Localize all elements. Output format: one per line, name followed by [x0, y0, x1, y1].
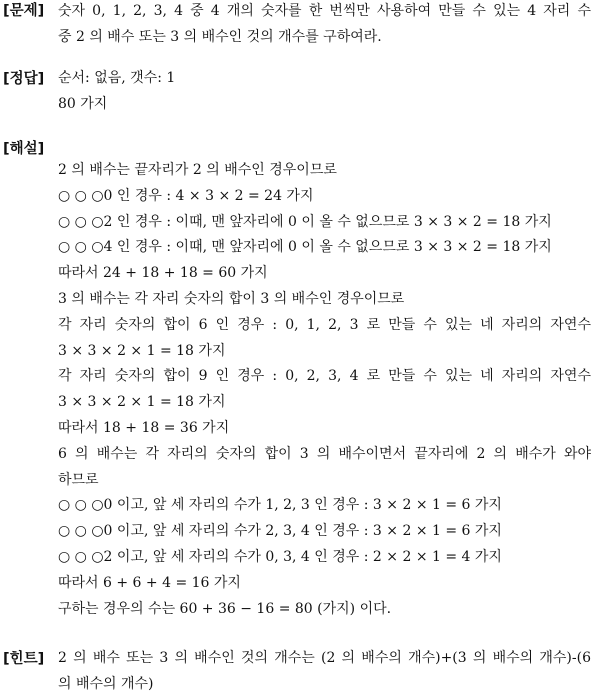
explanation-line: 따라서 24 + 18 + 18 = 60 가지 — [58, 265, 268, 282]
explanation-line: ○ ○ ○0 인 경우 : 4 × 3 × 2 = 24 가지 — [58, 187, 314, 204]
answer-line: 순서: 없음, 갯수: 1 — [58, 70, 176, 86]
explanation-line: 구하는 경우의 수는 60 + 36 − 16 = 80 (가지) 이다. — [58, 600, 392, 617]
explanation-line: 3 × 3 × 2 × 1 = 18 가지 — [58, 394, 226, 411]
explanation-line: 6 의 배수는 각 자리의 숫자의 합이 3 의 배수이면서 끝자리에 2 의 배수가 와야 — [58, 445, 591, 462]
problem-tag: [문제] — [3, 3, 45, 19]
hint-line: 2 의 배수 또는 3 의 배수인 것의 개수는 (2 의 배수의 개수)+(3 의 배수의 개수)-(6 — [58, 650, 591, 666]
explanation-line: ○ ○ ○4 인 경우 : 이때, 맨 앞자리에 0 이 올 수 없으므로 3 × 3 × 2 = 18 가지 — [58, 239, 552, 256]
answer-line: 80 가지 — [58, 95, 108, 112]
problem-line: 중 2 의 배수 또는 3 의 배수인 것의 개수를 구하여라. — [58, 28, 382, 45]
hint-tag: [힌트] — [3, 651, 45, 667]
explanation-line: 2 의 배수는 끝자리가 2 의 배수인 경우이므로 — [58, 162, 337, 178]
explanation-line: ○ ○ ○2 인 경우 : 이때, 맨 앞자리에 0 이 올 수 없으므로 3 × 3 × 2 = 18 가지 — [58, 213, 552, 230]
problem-text — [58, 0, 591, 51]
explanation-line: ○ ○ ○2 이고, 앞 세 자리의 수가 0, 3, 4 인 경우 : 2 × 2 × 1 = 4 가지 — [58, 548, 502, 565]
problem-line: 숫자 0, 1, 2, 3, 4 중 4 개의 숫자를 한 번씩만 사용하여 만들 수 있는 4 자리 수 — [58, 3, 591, 19]
explanation-line: 3 × 3 × 2 × 1 = 18 가지 — [58, 342, 226, 359]
answer-text — [58, 66, 591, 118]
explanation-line: 각 자리 숫자의 합이 9 인 경우 : 0, 2, 3, 4 로 만들 수 있는 네 자리의 자연수 — [58, 368, 591, 385]
explanation-line: ○ ○ ○0 이고, 앞 세 자리의 수가 2, 3, 4 인 경우 : 3 × 2 × 1 = 6 가지 — [58, 523, 502, 540]
hint-text — [58, 646, 591, 698]
explanation-line: 각 자리 숫자의 합이 6 인 경우 : 0, 1, 2, 3 로 만들 수 있는 네 자리의 자연수 — [58, 316, 591, 333]
answer-tag: [정답] — [3, 71, 45, 87]
explanation-line: 따라서 6 + 6 + 4 = 16 가지 — [58, 574, 241, 591]
hint-line: 의 배수의 개수) — [58, 675, 154, 692]
explanation-line: 3 의 배수는 각 자리 숫자의 합이 3 의 배수인 경우이므로 — [58, 290, 405, 307]
explanation-tag: [해설] — [3, 141, 45, 157]
explanation-line: 따라서 18 + 18 = 36 가지 — [58, 419, 230, 436]
explanation-line: 하므로 — [58, 471, 99, 488]
explanation-line: ○ ○ ○0 이고, 앞 세 자리의 수가 1, 2, 3 인 경우 : 3 × 2 × 1 = 6 가지 — [58, 497, 502, 514]
explanation-text — [58, 158, 591, 622]
